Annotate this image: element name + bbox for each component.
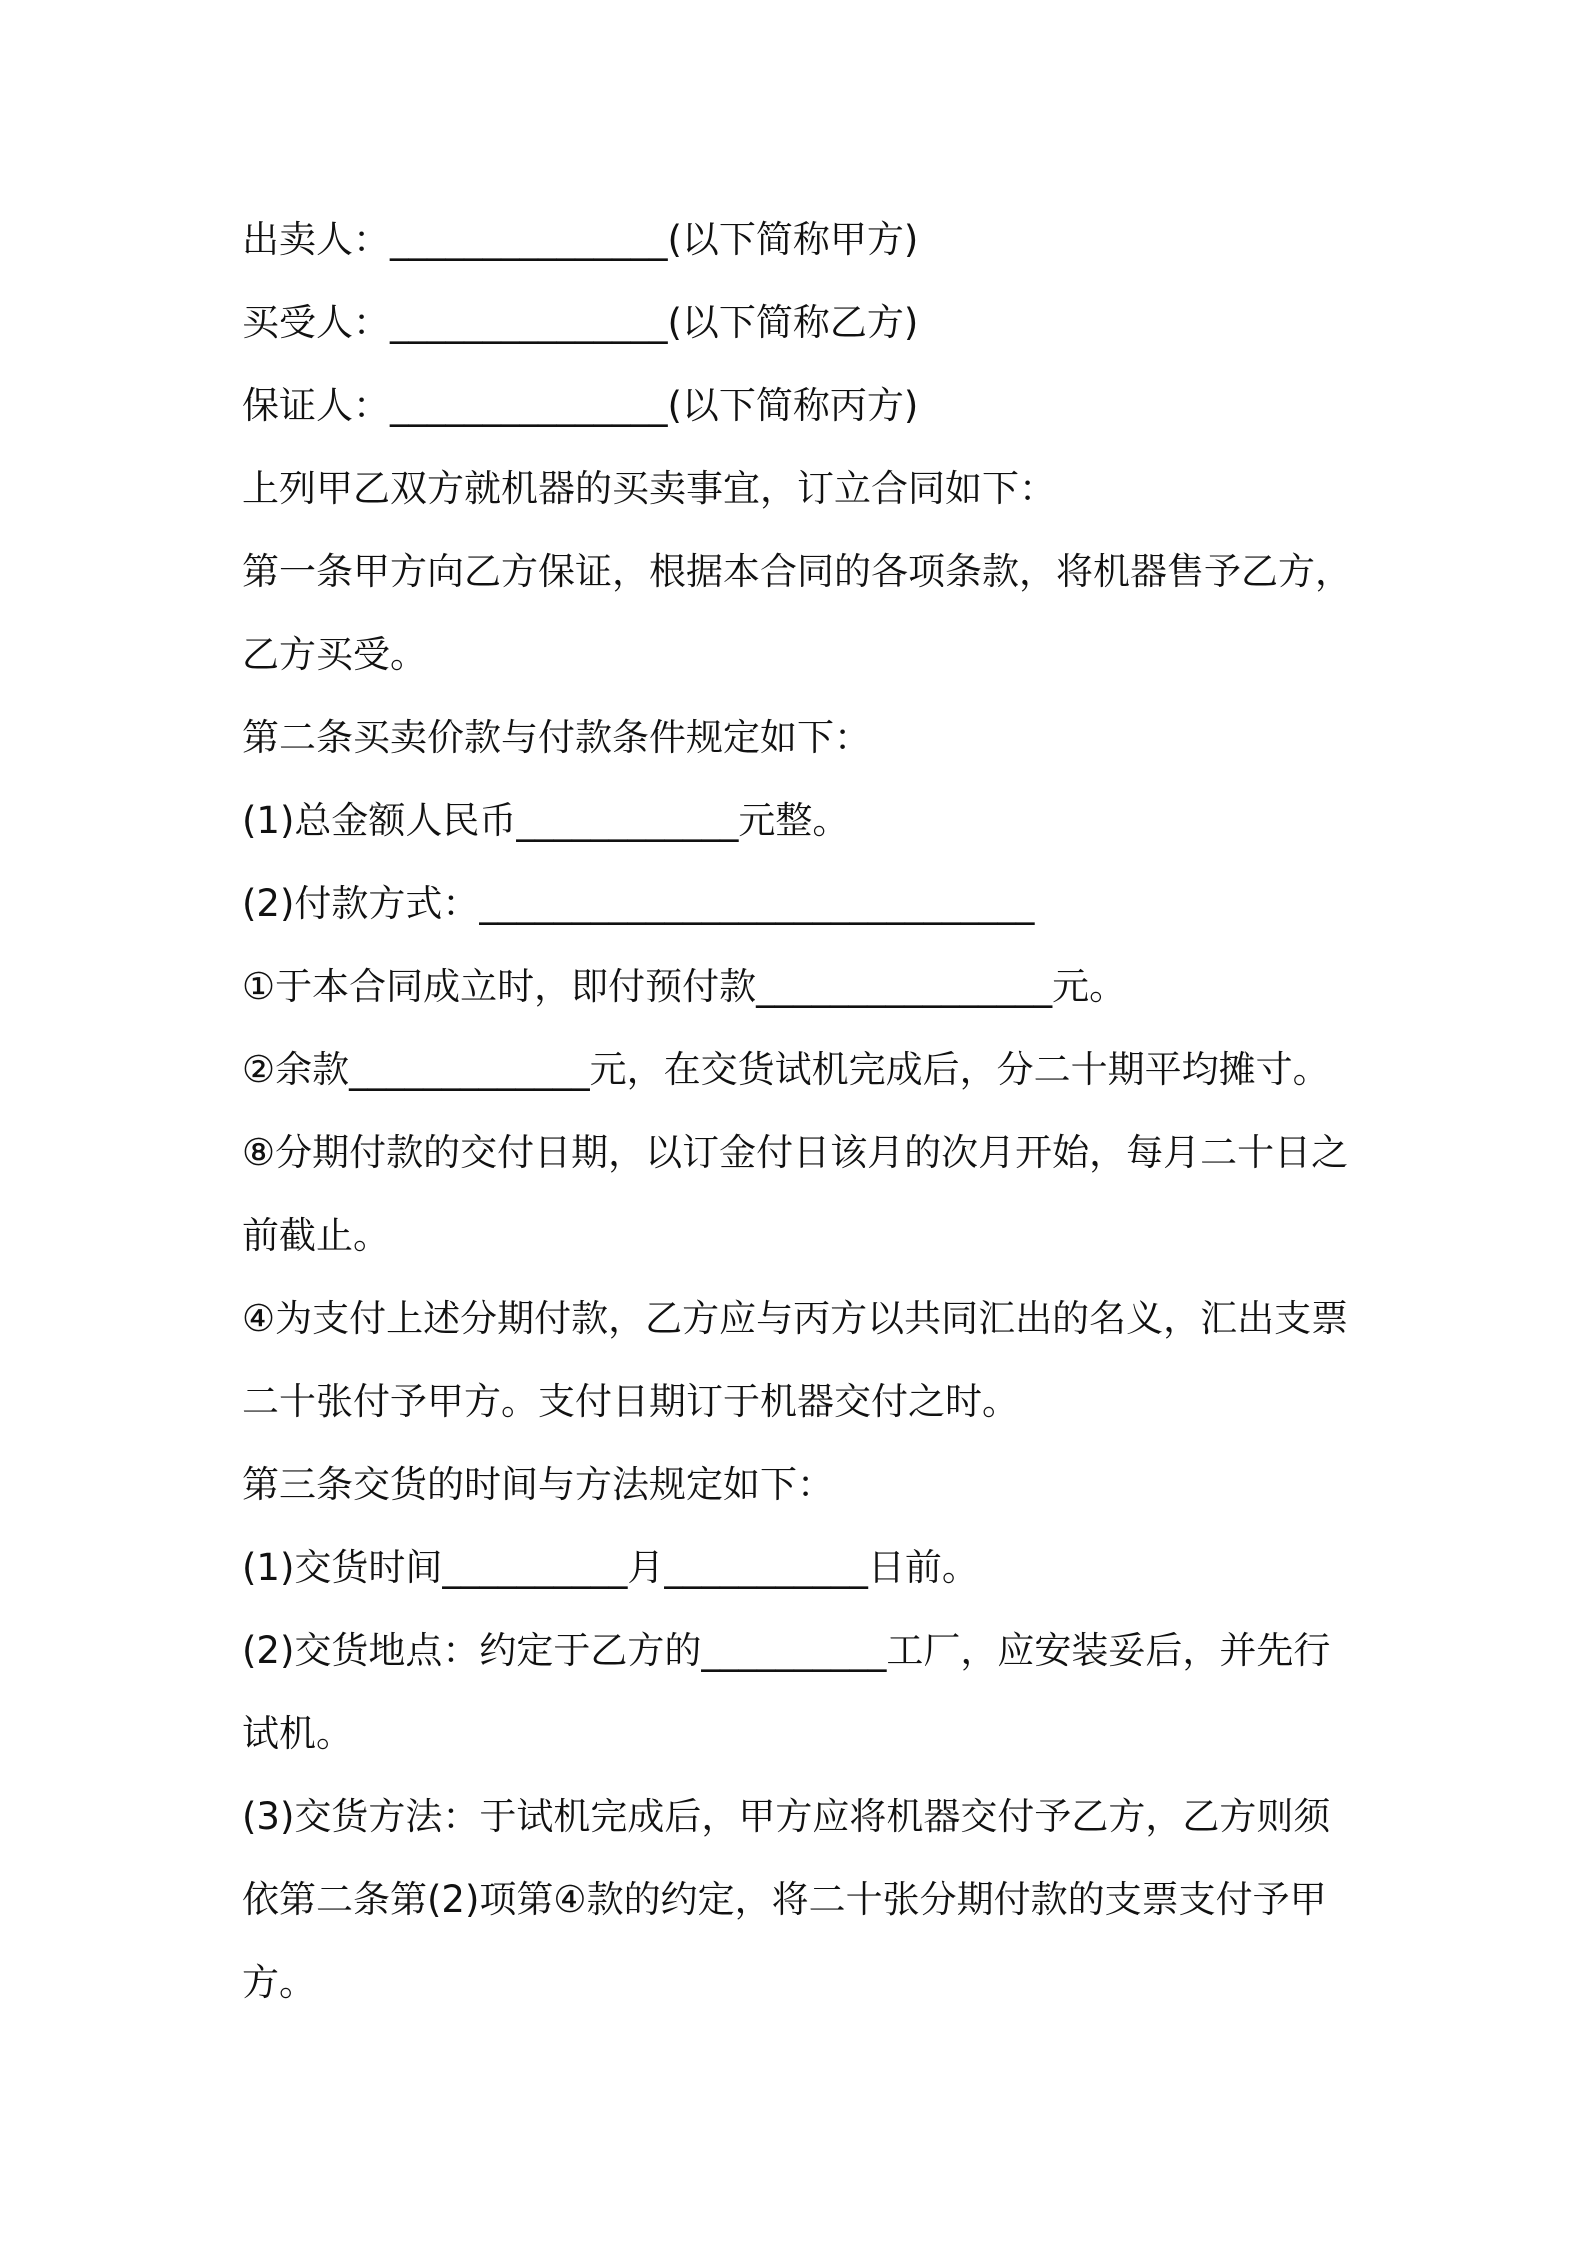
seller-line: 出卖人：_______________(以下简称甲方) (242, 218, 919, 261)
article-2-clause-2: ②余款_____________元，在交货试机完成后，分二十期平均摊寸。 (242, 1048, 1330, 1091)
article-3-item-3-line-3: 方。 (242, 1961, 316, 2004)
article-2-clause-1: ①于本合同成立时，即付预付款________________元。 (242, 965, 1127, 1008)
article-2-item-1: (1)总金额人民币____________元整。 (242, 799, 850, 842)
article-3-heading: 第三条交货的时间与方法规定如下： (242, 1463, 834, 1506)
guarantor-line: 保证人：_______________(以下简称丙方) (242, 384, 919, 427)
article-2-clause-3-line-2: 前截止。 (242, 1214, 390, 1257)
article-3-item-2-line-2: 试机。 (242, 1712, 353, 1755)
buyer-line: 买受人：_______________(以下简称乙方) (242, 301, 919, 344)
article-2-item-2: (2)付款方式：______________________________ (242, 882, 1035, 925)
article-3-item-3-line-1: (3)交货方法：于试机完成后，甲方应将机器交付予乙方，乙方则须 (242, 1795, 1331, 1838)
article-2-heading: 第二条买卖价款与付款条件规定如下： (242, 716, 871, 759)
preamble-line: 上列甲乙双方就机器的买卖事宜，订立合同如下： (242, 467, 1056, 510)
article-3-item-3-line-2: 依第二条第(2)项第④款的约定，将二十张分期付款的支票支付予甲 (242, 1878, 1327, 1921)
contract-text (242, 198, 1362, 2024)
article-3-item-1: (1)交货时间__________月___________日前。 (242, 1546, 979, 1589)
article-2-clause-3-line-1: ⑧分期付款的交付日期，以订金付日该月的次月开始，每月二十日之 (242, 1131, 1349, 1174)
article-2-clause-4-line-1: ④为支付上述分期付款，乙方应与丙方以共同汇出的名义，汇出支票 (242, 1297, 1349, 1340)
article-2-clause-4-line-2: 二十张付予甲方。支付日期订于机器交付之时。 (242, 1380, 1019, 1423)
article-3-item-2-line-1: (2)交货地点：约定于乙方的__________工厂，应安装妥后，并先行 (242, 1629, 1331, 1672)
article-1-line-2: 乙方买受。 (242, 633, 427, 676)
article-1-line-1: 第一条甲方向乙方保证，根据本合同的各项条款，将机器售予乙方， (242, 550, 1352, 593)
